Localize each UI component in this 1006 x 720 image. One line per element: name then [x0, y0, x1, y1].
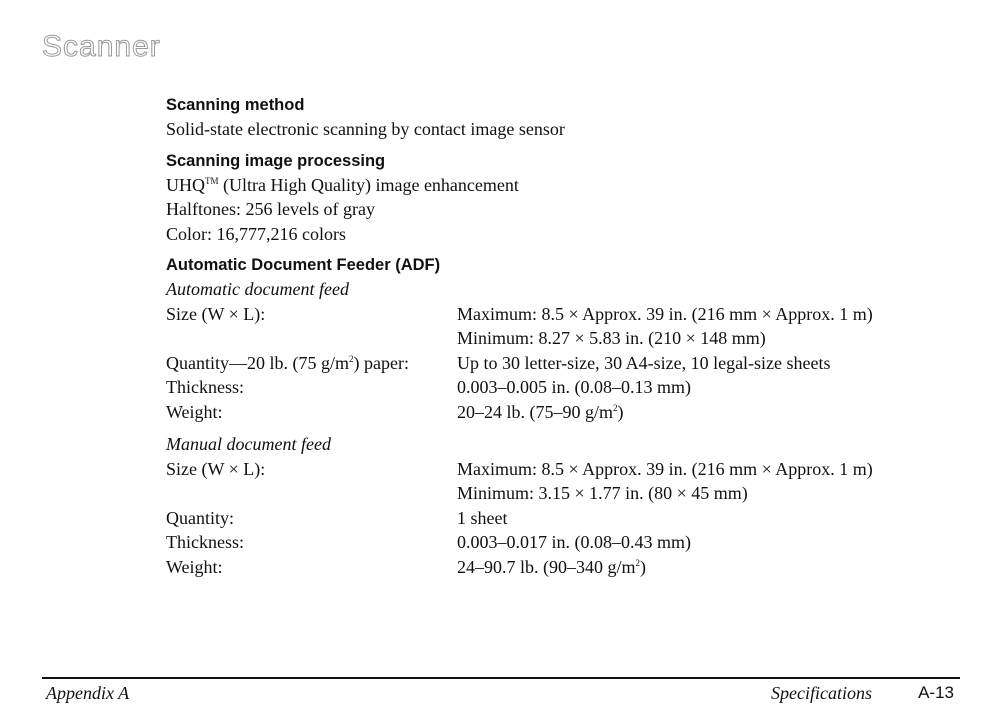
manual-thickness-row: [166, 530, 966, 555]
auto-size-min: Minimum: 8.27 × 5.83 in. (210 × 148 mm): [457, 328, 766, 348]
subheading-manual-feed: Manual document feed: [166, 434, 331, 454]
section-heading-adf: Automatic Document Feeder (ADF): [166, 256, 441, 274]
auto-size-max: Maximum: 8.5 × Approx. 39 in. (216 mm × Approx. 1 m): [457, 303, 873, 324]
uhq-prefix: UHQ: [166, 174, 205, 195]
spec-content: [166, 94, 966, 579]
manual-thickness-value: 0.003–0.017 in. (0.08–0.43 mm): [457, 532, 691, 552]
auto-quantity-row: [166, 351, 966, 376]
section-heading-image-processing: Scanning image processing: [166, 151, 386, 170]
auto-thickness-label: Thickness:: [166, 377, 244, 397]
auto-weight-value: 20–24 lb. (75–90 $g/m^2$): [457, 401, 624, 422]
halftones-line: Halftones: 256 levels of gray: [166, 199, 375, 219]
trademark-mark: TM: [205, 175, 219, 186]
manual-size-min-row: [166, 481, 966, 506]
chapter-title: Scanner: [42, 30, 161, 63]
footer-appendix-label: Appendix A: [46, 683, 130, 703]
auto-weight-label: Weight:: [166, 401, 223, 422]
auto-quantity-value: Up to 30 letter-size, 30 A4-size, 10 legal-size sheets: [457, 352, 831, 373]
auto-thickness-row: [166, 375, 966, 400]
manual-quantity-row: [166, 506, 966, 531]
auto-quantity-label: Quantity—20 lb. (75 $g/m^2$) paper:: [166, 352, 409, 373]
manual-size-label: Size (W × L):: [166, 458, 266, 479]
auto-weight-row: [166, 400, 966, 425]
color-line: Color: 16,777,216 colors: [166, 223, 346, 244]
footer-section-label: Specifications: [771, 683, 872, 703]
scanning-method-text: Solid-state electronic scanning by contact image sensor: [166, 119, 565, 139]
footer-rule: [42, 677, 960, 679]
manual-size-max: Maximum: 8.5 × Approx. 39 in. (216 mm × Approx. 1 m): [457, 458, 873, 479]
auto-size-label: Size (W × L):: [166, 303, 266, 324]
page-number: A-13: [918, 683, 954, 702]
manual-quantity-label: Quantity:: [166, 507, 234, 528]
manual-size-min: Minimum: 3.15 × 1.77 in. (80 × 45 mm): [457, 483, 748, 503]
manual-weight-label: Weight:: [166, 556, 223, 577]
manual-quantity-value: 1 sheet: [457, 507, 508, 528]
auto-size-row: [166, 302, 966, 327]
auto-thickness-value: 0.003–0.005 in. (0.08–0.13 mm): [457, 377, 691, 397]
manual-weight-row: [166, 555, 966, 580]
uhq-line: [166, 173, 966, 198]
auto-size-min-row: [166, 326, 966, 351]
subheading-automatic-feed: Automatic document feed: [166, 279, 349, 299]
uhq-description: (Ultra High Quality) image enhancement: [218, 174, 519, 195]
manual-weight-value: 24–90.7 lb. (90–340 $g/m^2$): [457, 556, 646, 577]
manual-size-row: [166, 457, 966, 482]
manual-thickness-label: Thickness:: [166, 532, 244, 552]
section-heading-scanning-method: Scanning method: [166, 96, 305, 114]
